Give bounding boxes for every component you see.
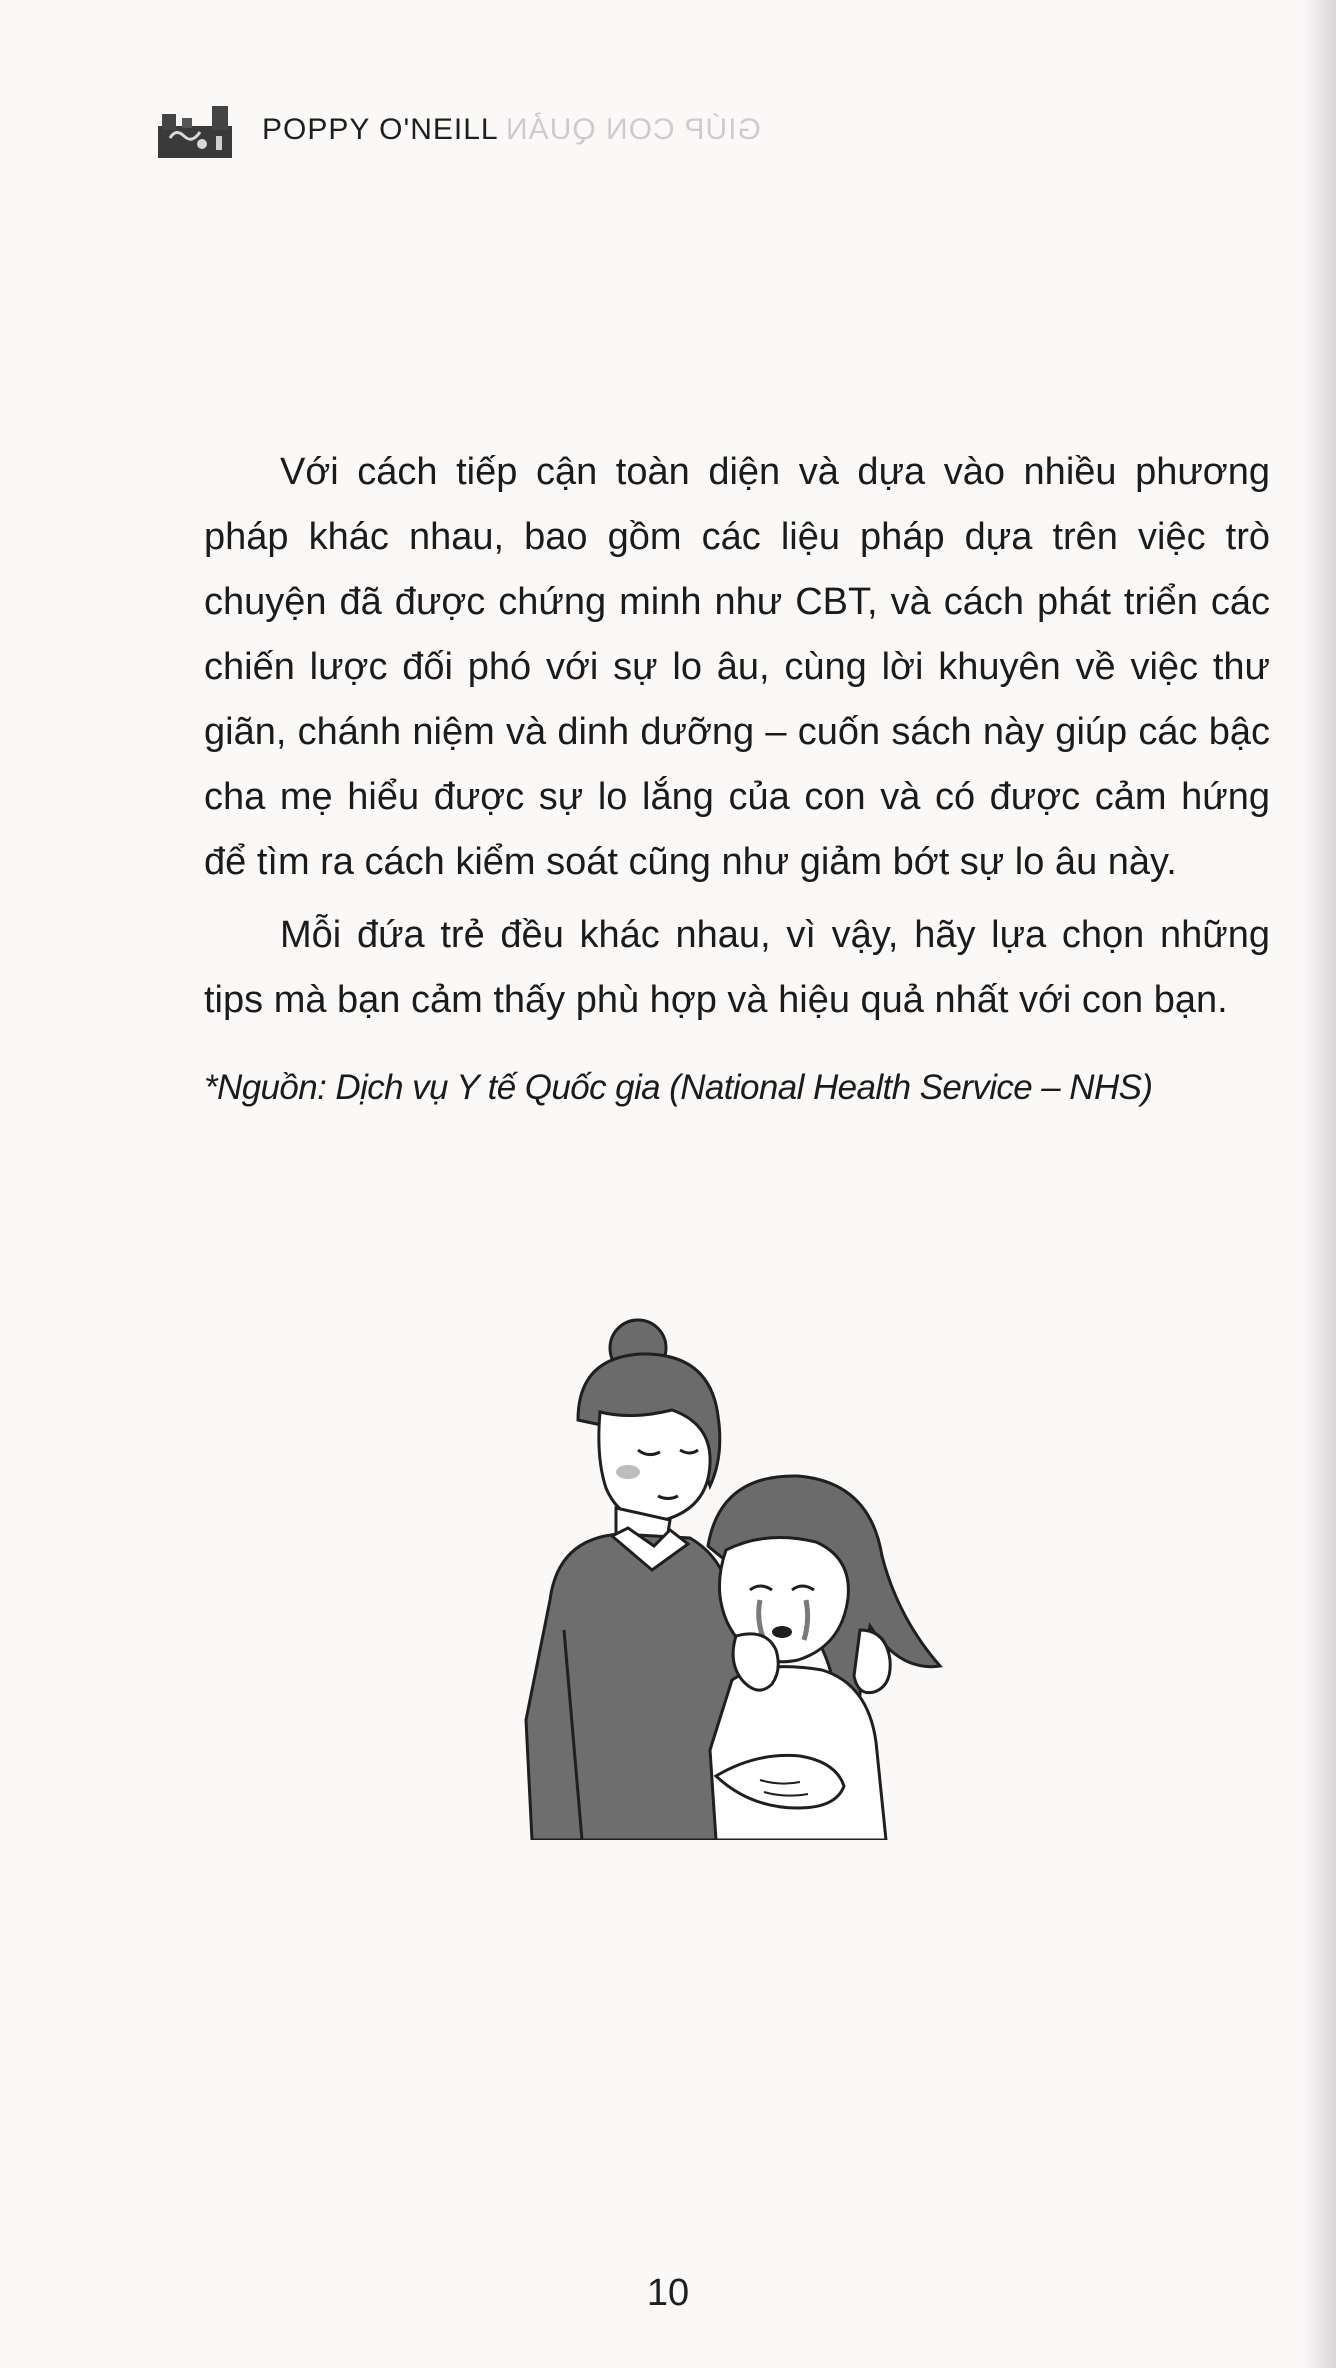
page-number: 10 — [646, 2272, 690, 2314]
source-note: *Nguồn: Dịch vụ Y tế Quốc gia (National Health Service – NHS) — [204, 1068, 1153, 1107]
paragraph-2: Mỗi đứa trẻ đều khác nhau, vì vậy, hãy lựa chọn những tips mà bạn cảm thấy phù hợp và hiệu quả nhất với con bạn. — [204, 914, 1270, 1021]
body-text — [204, 440, 1270, 1120]
book-logo-icon — [156, 100, 236, 160]
mother-comforting-crying-daughter-illustration — [520, 1300, 960, 1840]
paragraph-1: Với cách tiếp cận toàn diện và dựa vào nhiều phương pháp khác nhau, bao gồm các liệu pháp dựa trên việc trò chuyện đã được chứng minh như CBT, và cách phát triển các chiến lược đối phó với sự lo âu, cùng lời khuyên về việc thư giãn, chánh niệm và dinh dưỡng – cuốn sách này giúp các bậc cha mẹ hiểu được sự lo lắng của con và có được cảm hứng để tìm ra cách kiểm soát cũng như giảm bớt sự lo âu này. — [204, 451, 1270, 883]
author-name: POPPY O'NEILL — [262, 113, 499, 146]
mother-face — [599, 1410, 710, 1521]
page-edge-shadow — [1302, 0, 1336, 2368]
bleed-through-title: GIÚP CON QUẢN — [504, 113, 761, 146]
running-header — [156, 98, 760, 162]
